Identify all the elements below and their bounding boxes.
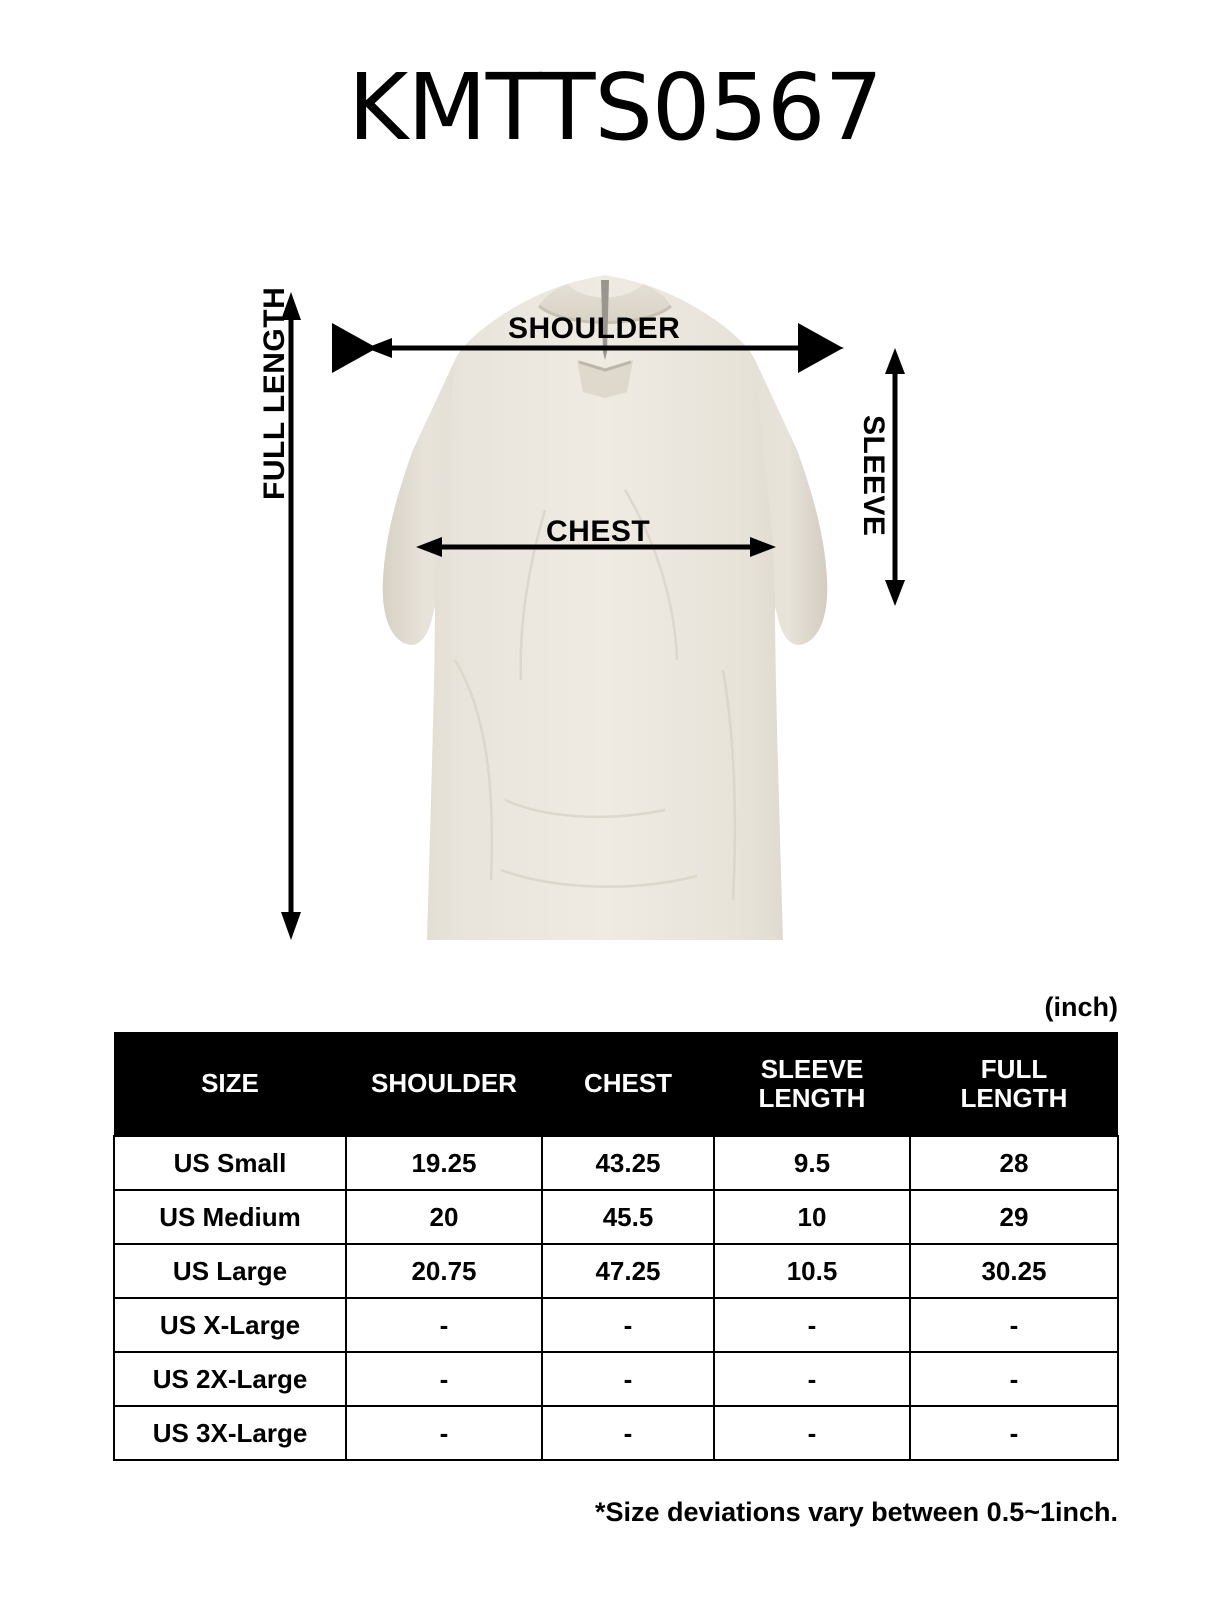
cell-full-length: 29 [910, 1190, 1118, 1244]
cell-chest: 45.5 [542, 1190, 714, 1244]
table-row [114, 1352, 1118, 1406]
cell-sleeve-length: - [714, 1352, 910, 1406]
cell-chest: - [542, 1298, 714, 1352]
label-chest: CHEST [546, 515, 651, 548]
cell-shoulder: 20 [346, 1190, 542, 1244]
cell-chest: - [542, 1352, 714, 1406]
cell-shoulder: 19.25 [346, 1136, 542, 1190]
header-sleeve-line2: LENGTH [758, 1082, 866, 1113]
size-deviation-footnote: *Size deviations vary between 0.5~1inch. [595, 1497, 1118, 1527]
table-row [114, 1136, 1118, 1190]
page-title: KMTTS0567 [347, 54, 882, 161]
header-sleeve-line1: SLEEVE [760, 1054, 864, 1085]
cell-sleeve-length: 9.5 [714, 1136, 910, 1190]
header-full-line2: LENGTH [960, 1082, 1068, 1113]
unit-note: (inch) [1044, 992, 1118, 1022]
cell-shoulder: - [346, 1406, 542, 1460]
cell-full-length: - [910, 1406, 1118, 1460]
header-size-line1: SIZE [201, 1068, 259, 1099]
table-row [114, 1244, 1118, 1298]
cell-size: US Medium [114, 1190, 346, 1244]
cell-shoulder: - [346, 1352, 542, 1406]
header-chest [542, 1032, 714, 1136]
cell-chest: 47.25 [542, 1244, 714, 1298]
size-chart [113, 1032, 1117, 1461]
cell-chest: - [542, 1406, 714, 1460]
measurement-diagram [0, 230, 1230, 970]
cell-size: US Small [114, 1136, 346, 1190]
header-chest-line1: CHEST [583, 1068, 673, 1099]
cell-size: US 3X-Large [114, 1406, 346, 1460]
cell-shoulder: - [346, 1298, 542, 1352]
cell-sleeve-length: 10 [714, 1190, 910, 1244]
table-header-row [114, 1032, 1118, 1136]
table-row [114, 1190, 1118, 1244]
label-full-length: FULL LENGTH [258, 286, 291, 500]
header-shoulder [346, 1032, 542, 1136]
cell-chest: 43.25 [542, 1136, 714, 1190]
cell-size: US 2X-Large [114, 1352, 346, 1406]
cell-full-length: 28 [910, 1136, 1118, 1190]
cell-full-length: - [910, 1298, 1118, 1352]
header-full-line1: FULL [980, 1054, 1048, 1085]
cell-size: US Large [114, 1244, 346, 1298]
cell-sleeve-length: - [714, 1298, 910, 1352]
cell-shoulder: 20.75 [346, 1244, 542, 1298]
table-row [114, 1406, 1118, 1460]
header-size [114, 1032, 346, 1136]
header-full-length [910, 1032, 1118, 1136]
cell-size: US X-Large [114, 1298, 346, 1352]
header-sleeve-length [714, 1032, 910, 1136]
label-sleeve: SLEEVE [857, 415, 890, 537]
size-table [113, 1032, 1119, 1461]
table-row [114, 1298, 1118, 1352]
label-shoulder: SHOULDER [508, 312, 681, 345]
cell-full-length: 30.25 [910, 1244, 1118, 1298]
cell-full-length: - [910, 1352, 1118, 1406]
cell-sleeve-length: 10.5 [714, 1244, 910, 1298]
cell-sleeve-length: - [714, 1406, 910, 1460]
header-shoulder-line1: SHOULDER [371, 1068, 517, 1099]
